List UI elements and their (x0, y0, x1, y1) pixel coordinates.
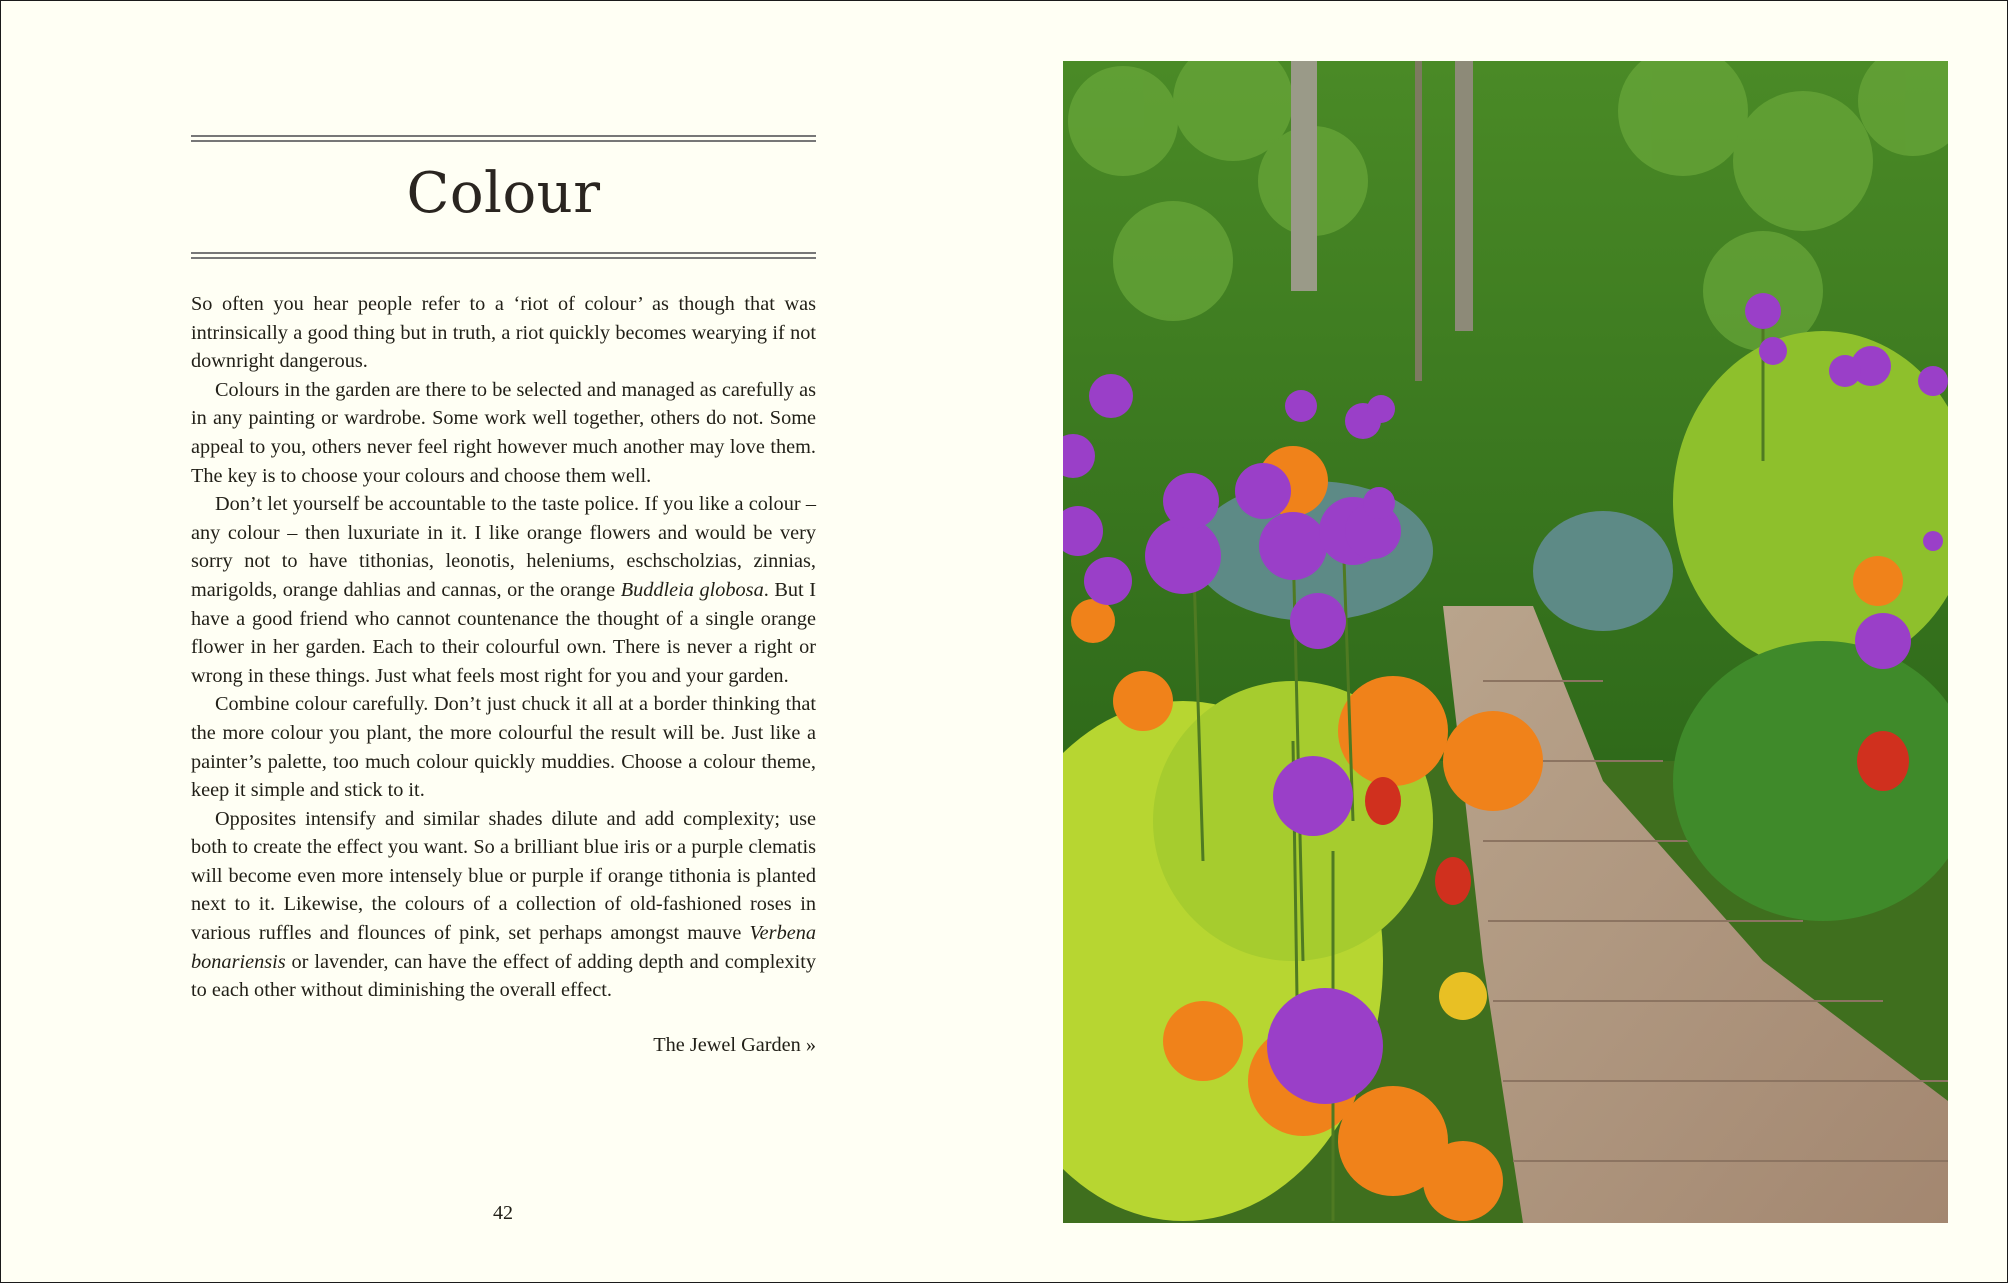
garden-illustration (1063, 61, 1948, 1223)
title-bottom-rule (191, 257, 816, 259)
hosta (1533, 511, 1673, 631)
italic-plant-name: Verbena bonariensis (191, 922, 816, 973)
garden-photo (1063, 61, 1948, 1223)
tree-trunk (1291, 61, 1317, 291)
tree-trunk (1455, 61, 1473, 331)
title-top-rule-inner (191, 140, 816, 142)
title-bottom-rule-inner (191, 252, 816, 254)
title-top-rule (191, 135, 816, 137)
text-column (191, 135, 816, 1057)
tree-trunk (1415, 61, 1422, 381)
paragraph: Opposites intensify and similar shades dilute and add complexity; use both to create the effect you want. So a brilliant blue iris or a purple clematis will become even more intensely blue or purple if orange tithonia is planted next to it. Likewise, the colours of a collection of old-fashioned roses in various ruffles and flounces of pink, set perhaps amongst mauve Verbena bonariensis or lavender, can have the effect of adding depth and complexity to each other without diminishing the overall effect. (191, 807, 816, 1002)
paragraph: Colours in the garden are there to be selected and managed as carefully as in any painting or wardrobe. Some work well together, others do not. Some appeal to you, others never feel right however much another may love them. The key is to choose your colours and choose them well. (191, 378, 816, 487)
italic-plant-name: Buddleia globosa (620, 578, 764, 601)
body-text (191, 290, 816, 1005)
page-number: 42 (493, 1202, 513, 1224)
chapter-title: Colour (406, 161, 601, 226)
paragraph: Combine colour carefully. Don’t just chuck it all at a border thinking that the more colour you plant, the more colourful the result will be. Just like a painter’s palette, too much colour quickly muddies. Choose a colour theme, keep it simple and stick to it. (191, 693, 816, 802)
paragraph: So often you hear people refer to a ‘riot of colour’ as though that was intrinsically a good thing but in truth, a riot quickly becomes wearying if not downright dangerous. (191, 293, 816, 373)
cross-reference-link[interactable]: The Jewel Garden » (653, 1033, 816, 1056)
paragraph: Don’t let yourself be accountable to the taste police. If you like a colour – any colour – then luxuriate in it. I like orange flowers and would be very sorry not to have tithonias, leonotis, heleniums, eschscholzias, zinnias, marigolds, orange dahlias and cannas, or the orange Buddleia globosa. But I have a good friend who cannot countenance the thought of a single orange flower in her garden. Each to their colourful own. There is never a right or wrong in these things. Just what feels most right for you and your garden. (191, 493, 816, 687)
